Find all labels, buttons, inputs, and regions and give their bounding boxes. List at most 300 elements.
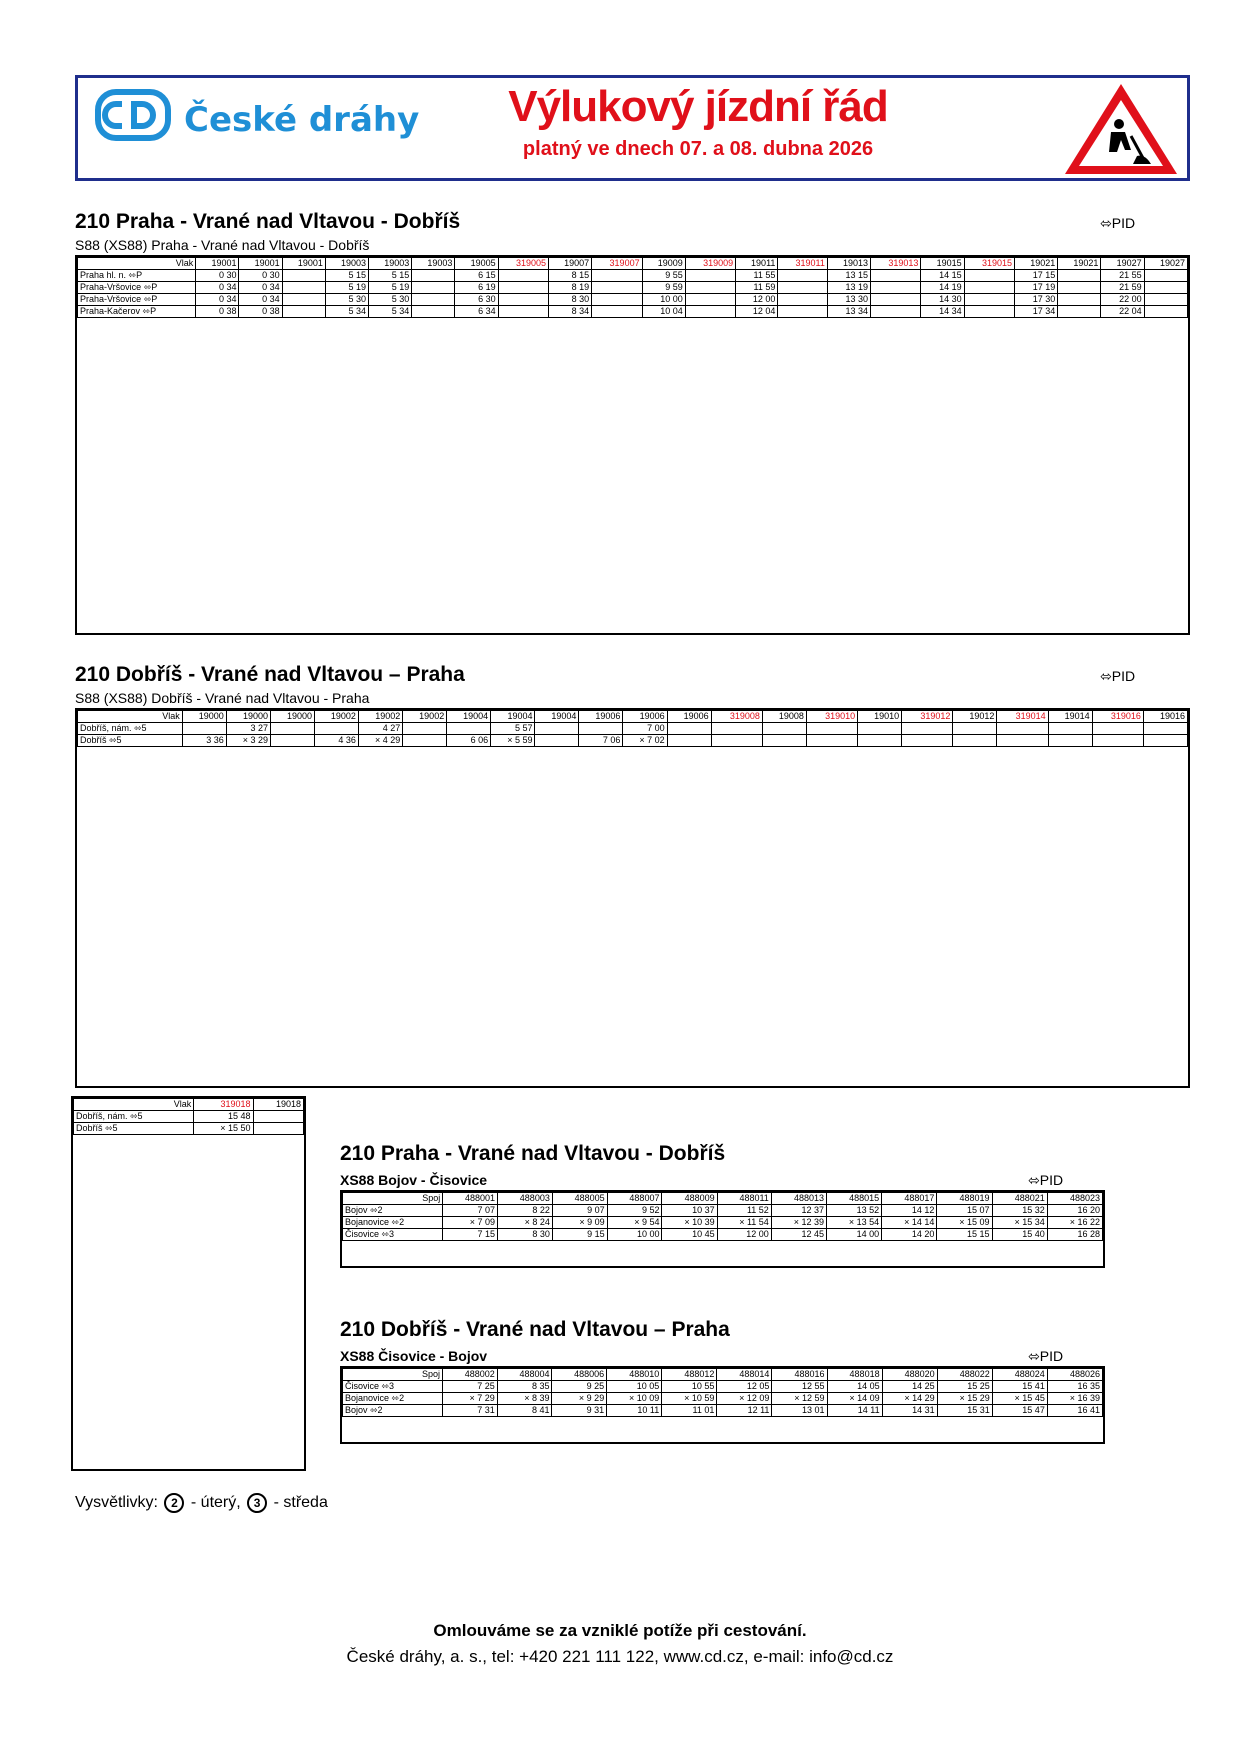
time-cell: [1143, 735, 1187, 747]
time-cell: [271, 735, 315, 747]
time-cell: 6 15: [455, 270, 498, 282]
time-cell: 15 31: [937, 1405, 992, 1417]
train-number: 19001: [196, 258, 239, 270]
section4-frame: [340, 1190, 1105, 1268]
time-cell: [412, 294, 455, 306]
section2-subtitle: S88 (XS88) Dobříš - Vrané nad Vltavou - Praha: [75, 690, 370, 706]
page-title: Výlukový jízdní řád: [508, 82, 888, 131]
time-cell: [498, 270, 548, 282]
footer-contact: České dráhy, a. s., tel: +420 221 111 122, www.cd.cz, e-mail: info@cd.cz: [346, 1647, 894, 1666]
page-subtitle: platný ve dnech 07. a 08. dubna 2026: [522, 138, 874, 160]
time-cell: 9 07: [552, 1205, 607, 1217]
train-number: 19006: [579, 711, 623, 723]
time-cell: [667, 735, 711, 747]
time-cell: [592, 270, 642, 282]
time-cell: 15 47: [992, 1405, 1047, 1417]
time-cell: 8 19: [549, 282, 592, 294]
time-cell: [282, 306, 325, 318]
station-name: Dobříš ⬄5: [78, 735, 183, 747]
time-cell: 12 05: [717, 1381, 772, 1393]
time-cell: [592, 306, 642, 318]
table-row: [74, 1111, 304, 1123]
time-cell: 10 04: [642, 306, 685, 318]
time-cell: [685, 282, 735, 294]
train-number: 488009: [662, 1193, 717, 1205]
section5-pid: ⬄PID: [1028, 1348, 1064, 1364]
train-number: 488023: [1047, 1193, 1102, 1205]
header-label: Vlak: [74, 1099, 194, 1111]
time-cell: 22 04: [1101, 306, 1144, 318]
header-label: Spoj: [343, 1369, 443, 1381]
train-number: 19014: [1048, 711, 1092, 723]
time-cell: [403, 723, 447, 735]
train-number: 19002: [403, 711, 447, 723]
time-cell: 9 55: [642, 270, 685, 282]
time-cell: 12 00: [736, 294, 778, 306]
train-number: 488026: [1047, 1369, 1102, 1381]
time-cell: [314, 723, 358, 735]
time-cell: × 15 50: [194, 1123, 253, 1135]
time-cell: 9 59: [642, 282, 685, 294]
time-cell: × 9 09: [552, 1217, 607, 1229]
time-cell: [711, 735, 762, 747]
section4-pid: ⬄PID: [1028, 1172, 1064, 1188]
train-number: 488014: [717, 1369, 772, 1381]
train-number: 319007: [592, 258, 642, 270]
time-cell: 12 45: [771, 1229, 826, 1241]
time-cell: 15 40: [992, 1229, 1047, 1241]
time-cell: [762, 735, 806, 747]
train-number: 488013: [771, 1193, 826, 1205]
time-cell: [412, 306, 455, 318]
time-cell: 5 15: [369, 270, 412, 282]
time-cell: 8 35: [497, 1381, 552, 1393]
time-cell: × 14 14: [882, 1217, 937, 1229]
time-cell: 6 06: [447, 735, 491, 747]
time-cell: [282, 270, 325, 282]
train-number: 319014: [997, 711, 1048, 723]
table-row: [78, 294, 1188, 306]
time-cell: 14 19: [921, 282, 964, 294]
time-cell: [403, 735, 447, 747]
time-cell: 14 31: [882, 1405, 937, 1417]
time-cell: [806, 735, 857, 747]
train-number: 488001: [443, 1193, 498, 1205]
table-row: [343, 1381, 1103, 1393]
train-number: 19011: [736, 258, 778, 270]
table-row: [78, 270, 1188, 282]
time-cell: × 15 29: [937, 1393, 992, 1405]
station-name: Čisovice ⬄3: [343, 1229, 443, 1241]
time-cell: × 7 02: [623, 735, 667, 747]
time-cell: × 13 54: [827, 1217, 882, 1229]
header-banner: [75, 75, 1190, 181]
train-number: 488006: [552, 1369, 607, 1381]
time-cell: [953, 723, 997, 735]
time-cell: [997, 723, 1048, 735]
train-number: 19000: [182, 711, 226, 723]
train-number: 488003: [498, 1193, 553, 1205]
time-cell: [1058, 282, 1101, 294]
time-cell: 21 55: [1101, 270, 1144, 282]
table-row: [78, 723, 1188, 735]
train-number: 19001: [239, 258, 282, 270]
train-number: 488020: [882, 1369, 937, 1381]
time-cell: × 4 29: [358, 735, 402, 747]
train-number: 19003: [369, 258, 412, 270]
time-cell: [964, 294, 1014, 306]
time-cell: 13 19: [827, 282, 870, 294]
train-number: 488016: [772, 1369, 827, 1381]
station-name: Bojanovice ⬄2: [343, 1393, 443, 1405]
train-number: 319005: [498, 258, 548, 270]
time-cell: 0 38: [196, 306, 239, 318]
time-cell: 15 25: [937, 1381, 992, 1393]
time-cell: 15 48: [194, 1111, 253, 1123]
train-number: 488007: [607, 1193, 662, 1205]
time-cell: 8 30: [549, 294, 592, 306]
time-cell: 10 00: [607, 1229, 662, 1241]
train-number: 319011: [778, 258, 827, 270]
train-number: 19000: [226, 711, 270, 723]
tuesday-circle-icon: 2: [164, 1493, 184, 1513]
time-cell: 10 55: [662, 1381, 717, 1393]
train-number: 488022: [937, 1369, 992, 1381]
train-number: 19027: [1101, 258, 1144, 270]
section4-title: 210 Praha - Vrané nad Vltavou - Dobříš: [340, 1142, 726, 1165]
time-cell: [447, 723, 491, 735]
time-cell: [858, 735, 902, 747]
station-name: Dobříš ⬄5: [74, 1123, 194, 1135]
train-number: 19004: [447, 711, 491, 723]
time-cell: 5 34: [325, 306, 368, 318]
time-cell: 5 15: [325, 270, 368, 282]
timetable-praha-dobris: [77, 257, 1188, 318]
time-cell: [535, 723, 579, 735]
train-number: 19021: [1058, 258, 1101, 270]
time-cell: [1144, 294, 1187, 306]
header-label: Spoj: [343, 1193, 443, 1205]
time-cell: 7 25: [443, 1381, 498, 1393]
time-cell: [592, 282, 642, 294]
train-number: 19003: [325, 258, 368, 270]
time-cell: [964, 306, 1014, 318]
time-cell: 14 15: [921, 270, 964, 282]
train-number: 319015: [964, 258, 1014, 270]
time-cell: 9 25: [552, 1381, 607, 1393]
train-number: 488005: [552, 1193, 607, 1205]
time-cell: 15 15: [937, 1229, 992, 1241]
time-cell: 10 37: [662, 1205, 717, 1217]
timetable-bojov-cisovice: [342, 1192, 1103, 1241]
time-cell: 0 34: [196, 282, 239, 294]
time-cell: [1048, 735, 1092, 747]
train-number: 19007: [549, 258, 592, 270]
station-name: Praha hl. n. ⬄P: [78, 270, 196, 282]
table-row: [78, 735, 1188, 747]
train-number: 488004: [497, 1369, 552, 1381]
time-cell: [282, 294, 325, 306]
time-cell: [964, 282, 1014, 294]
time-cell: × 7 09: [443, 1217, 498, 1229]
station-name: Praha-Vršovice ⬄P: [78, 294, 196, 306]
time-cell: × 10 39: [662, 1217, 717, 1229]
train-number: 488015: [827, 1193, 882, 1205]
train-number: 19000: [271, 711, 315, 723]
time-cell: 14 00: [827, 1229, 882, 1241]
time-cell: [412, 282, 455, 294]
train-number: 488017: [882, 1193, 937, 1205]
time-cell: × 16 22: [1047, 1217, 1102, 1229]
time-cell: [778, 306, 827, 318]
timetable-dobris-praha-continued: [73, 1098, 304, 1135]
time-cell: 3 27: [226, 723, 270, 735]
time-cell: × 12 09: [717, 1393, 772, 1405]
time-cell: [1092, 723, 1143, 735]
time-cell: 13 01: [772, 1405, 827, 1417]
section1-frame: [75, 255, 1190, 635]
train-number: 319009: [685, 258, 735, 270]
section1-pid: ⬄PID: [1100, 215, 1136, 231]
time-cell: 8 30: [498, 1229, 553, 1241]
section5-subtitle: XS88 Čisovice - Bojov: [340, 1348, 488, 1364]
legend-tuesday: - úterý,: [190, 1494, 241, 1511]
train-number: 488021: [992, 1193, 1047, 1205]
time-cell: [1058, 306, 1101, 318]
time-cell: 5 34: [369, 306, 412, 318]
time-cell: [535, 735, 579, 747]
time-cell: 9 15: [552, 1229, 607, 1241]
time-cell: 9 52: [607, 1205, 662, 1217]
time-cell: 0 34: [239, 282, 282, 294]
time-cell: 12 37: [771, 1205, 826, 1217]
legend-label: Vysvětlivky:: [75, 1494, 158, 1511]
time-cell: 6 34: [455, 306, 498, 318]
roadwork-sign-icon: [1061, 80, 1181, 178]
time-cell: [1092, 735, 1143, 747]
time-cell: 5 30: [325, 294, 368, 306]
time-cell: [667, 723, 711, 735]
logo-text: České dráhy: [184, 100, 420, 140]
time-cell: 17 30: [1015, 294, 1058, 306]
train-number: 19008: [762, 711, 806, 723]
table-row: [343, 1205, 1103, 1217]
time-cell: [871, 270, 921, 282]
train-number: 19002: [358, 711, 402, 723]
time-cell: 15 07: [937, 1205, 992, 1217]
station-name: Praha-Vršovice ⬄P: [78, 282, 196, 294]
time-cell: 0 30: [239, 270, 282, 282]
time-cell: 10 45: [662, 1229, 717, 1241]
station-name: Praha-Kačerov ⬄P: [78, 306, 196, 318]
train-number: 19004: [491, 711, 535, 723]
time-cell: 15 41: [992, 1381, 1047, 1393]
train-number: 319008: [711, 711, 762, 723]
train-number: 19002: [314, 711, 358, 723]
time-cell: 0 30: [196, 270, 239, 282]
time-cell: × 12 59: [772, 1393, 827, 1405]
time-cell: 8 41: [497, 1405, 552, 1417]
time-cell: × 15 34: [992, 1217, 1047, 1229]
time-cell: [685, 270, 735, 282]
train-number: 319010: [806, 711, 857, 723]
time-cell: 5 30: [369, 294, 412, 306]
time-cell: [1143, 723, 1187, 735]
time-cell: [498, 306, 548, 318]
cd-logo-icon: [92, 86, 174, 144]
time-cell: 12 11: [717, 1405, 772, 1417]
train-number: 19009: [642, 258, 685, 270]
time-cell: 14 12: [882, 1205, 937, 1217]
time-cell: 17 15: [1015, 270, 1058, 282]
time-cell: 6 30: [455, 294, 498, 306]
time-cell: [778, 282, 827, 294]
station-name: Dobříš, nám. ⬄5: [78, 723, 183, 735]
time-cell: [778, 294, 827, 306]
time-cell: × 5 59: [491, 735, 535, 747]
time-cell: 7 15: [443, 1229, 498, 1241]
section1-title: 210 Praha - Vrané nad Vltavou - Dobříš: [75, 210, 461, 233]
time-cell: [902, 723, 953, 735]
train-number: 19004: [535, 711, 579, 723]
header-label: Vlak: [78, 258, 196, 270]
wednesday-circle-icon: 3: [247, 1493, 267, 1513]
legend: [75, 1493, 328, 1513]
time-cell: [1058, 294, 1101, 306]
time-cell: 7 31: [443, 1405, 498, 1417]
time-cell: 14 25: [882, 1381, 937, 1393]
time-cell: × 10 09: [607, 1393, 662, 1405]
train-number: 488011: [717, 1193, 771, 1205]
time-cell: [1144, 270, 1187, 282]
train-number: 319013: [871, 258, 921, 270]
time-cell: 17 34: [1015, 306, 1058, 318]
train-number: 488002: [443, 1369, 498, 1381]
section5-title: 210 Dobříš - Vrané nad Vltavou – Praha: [340, 1318, 730, 1341]
time-cell: 7 00: [623, 723, 667, 735]
time-cell: 12 00: [717, 1229, 771, 1241]
timetable-cisovice-bojov: [342, 1368, 1103, 1417]
time-cell: [498, 282, 548, 294]
time-cell: × 7 29: [443, 1393, 498, 1405]
time-cell: [685, 294, 735, 306]
legend-wednesday: - středa: [273, 1494, 328, 1511]
train-number: 319016: [1092, 711, 1143, 723]
time-cell: 11 52: [717, 1205, 771, 1217]
section2-frame: [75, 708, 1190, 1088]
time-cell: × 14 29: [882, 1393, 937, 1405]
train-number: 488024: [992, 1369, 1047, 1381]
time-cell: [1144, 282, 1187, 294]
station-name: Dobříš, nám. ⬄5: [74, 1111, 194, 1123]
time-cell: 14 11: [827, 1405, 882, 1417]
time-cell: [902, 735, 953, 747]
table-row: [343, 1229, 1103, 1241]
time-cell: 8 34: [549, 306, 592, 318]
time-cell: [711, 723, 762, 735]
section5-frame: [340, 1366, 1105, 1444]
table-row: [343, 1405, 1103, 1417]
time-cell: 3 36: [182, 735, 226, 747]
train-number: 488018: [827, 1369, 882, 1381]
train-number: 19001: [282, 258, 325, 270]
time-cell: [685, 306, 735, 318]
time-cell: [1144, 306, 1187, 318]
time-cell: [592, 294, 642, 306]
table-row: [74, 1123, 304, 1135]
train-number: 19027: [1144, 258, 1187, 270]
time-cell: × 10 59: [662, 1393, 717, 1405]
time-cell: × 3 29: [226, 735, 270, 747]
time-cell: [806, 723, 857, 735]
section1-subtitle: S88 (XS88) Praha - Vrané nad Vltavou - Dobříš: [75, 237, 370, 253]
time-cell: 14 30: [921, 294, 964, 306]
train-number: 19003: [412, 258, 455, 270]
time-cell: 16 35: [1047, 1381, 1102, 1393]
time-cell: × 15 09: [937, 1217, 992, 1229]
time-cell: 7 07: [443, 1205, 498, 1217]
time-cell: 0 34: [239, 294, 282, 306]
time-cell: × 8 39: [497, 1393, 552, 1405]
time-cell: × 9 54: [607, 1217, 662, 1229]
time-cell: 5 57: [491, 723, 535, 735]
time-cell: 10 11: [607, 1405, 662, 1417]
section3-frame: [71, 1096, 306, 1471]
time-cell: 13 30: [827, 294, 870, 306]
time-cell: 7 06: [579, 735, 623, 747]
time-cell: [498, 294, 548, 306]
time-cell: 10 00: [642, 294, 685, 306]
time-cell: 13 52: [827, 1205, 882, 1217]
train-number: 488010: [607, 1369, 662, 1381]
time-cell: [778, 270, 827, 282]
time-cell: × 9 29: [552, 1393, 607, 1405]
train-number: 19010: [858, 711, 902, 723]
train-number: 319018: [194, 1099, 253, 1111]
train-number: 19012: [953, 711, 997, 723]
time-cell: 11 59: [736, 282, 778, 294]
time-cell: 16 20: [1047, 1205, 1102, 1217]
time-cell: [997, 735, 1048, 747]
time-cell: 17 19: [1015, 282, 1058, 294]
timetable-dobris-praha: [77, 710, 1188, 747]
time-cell: [282, 282, 325, 294]
time-cell: 6 19: [455, 282, 498, 294]
time-cell: 11 01: [662, 1405, 717, 1417]
train-number: 19006: [667, 711, 711, 723]
train-number: 19005: [455, 258, 498, 270]
time-cell: × 11 54: [717, 1217, 771, 1229]
time-cell: 21 59: [1101, 282, 1144, 294]
time-cell: [253, 1111, 303, 1123]
time-cell: 10 05: [607, 1381, 662, 1393]
table-row: [78, 306, 1188, 318]
table-row: [343, 1393, 1103, 1405]
time-cell: [271, 723, 315, 735]
time-cell: 16 41: [1047, 1405, 1102, 1417]
time-cell: 9 31: [552, 1405, 607, 1417]
time-cell: 14 05: [827, 1381, 882, 1393]
table-row: [78, 282, 1188, 294]
time-cell: [1048, 723, 1092, 735]
time-cell: 4 27: [358, 723, 402, 735]
time-cell: 0 34: [196, 294, 239, 306]
train-number: 19015: [921, 258, 964, 270]
time-cell: 0 38: [239, 306, 282, 318]
section4-subtitle: XS88 Bojov - Čisovice: [340, 1172, 488, 1188]
time-cell: [182, 723, 226, 735]
station-name: Bojanovice ⬄2: [343, 1217, 443, 1229]
